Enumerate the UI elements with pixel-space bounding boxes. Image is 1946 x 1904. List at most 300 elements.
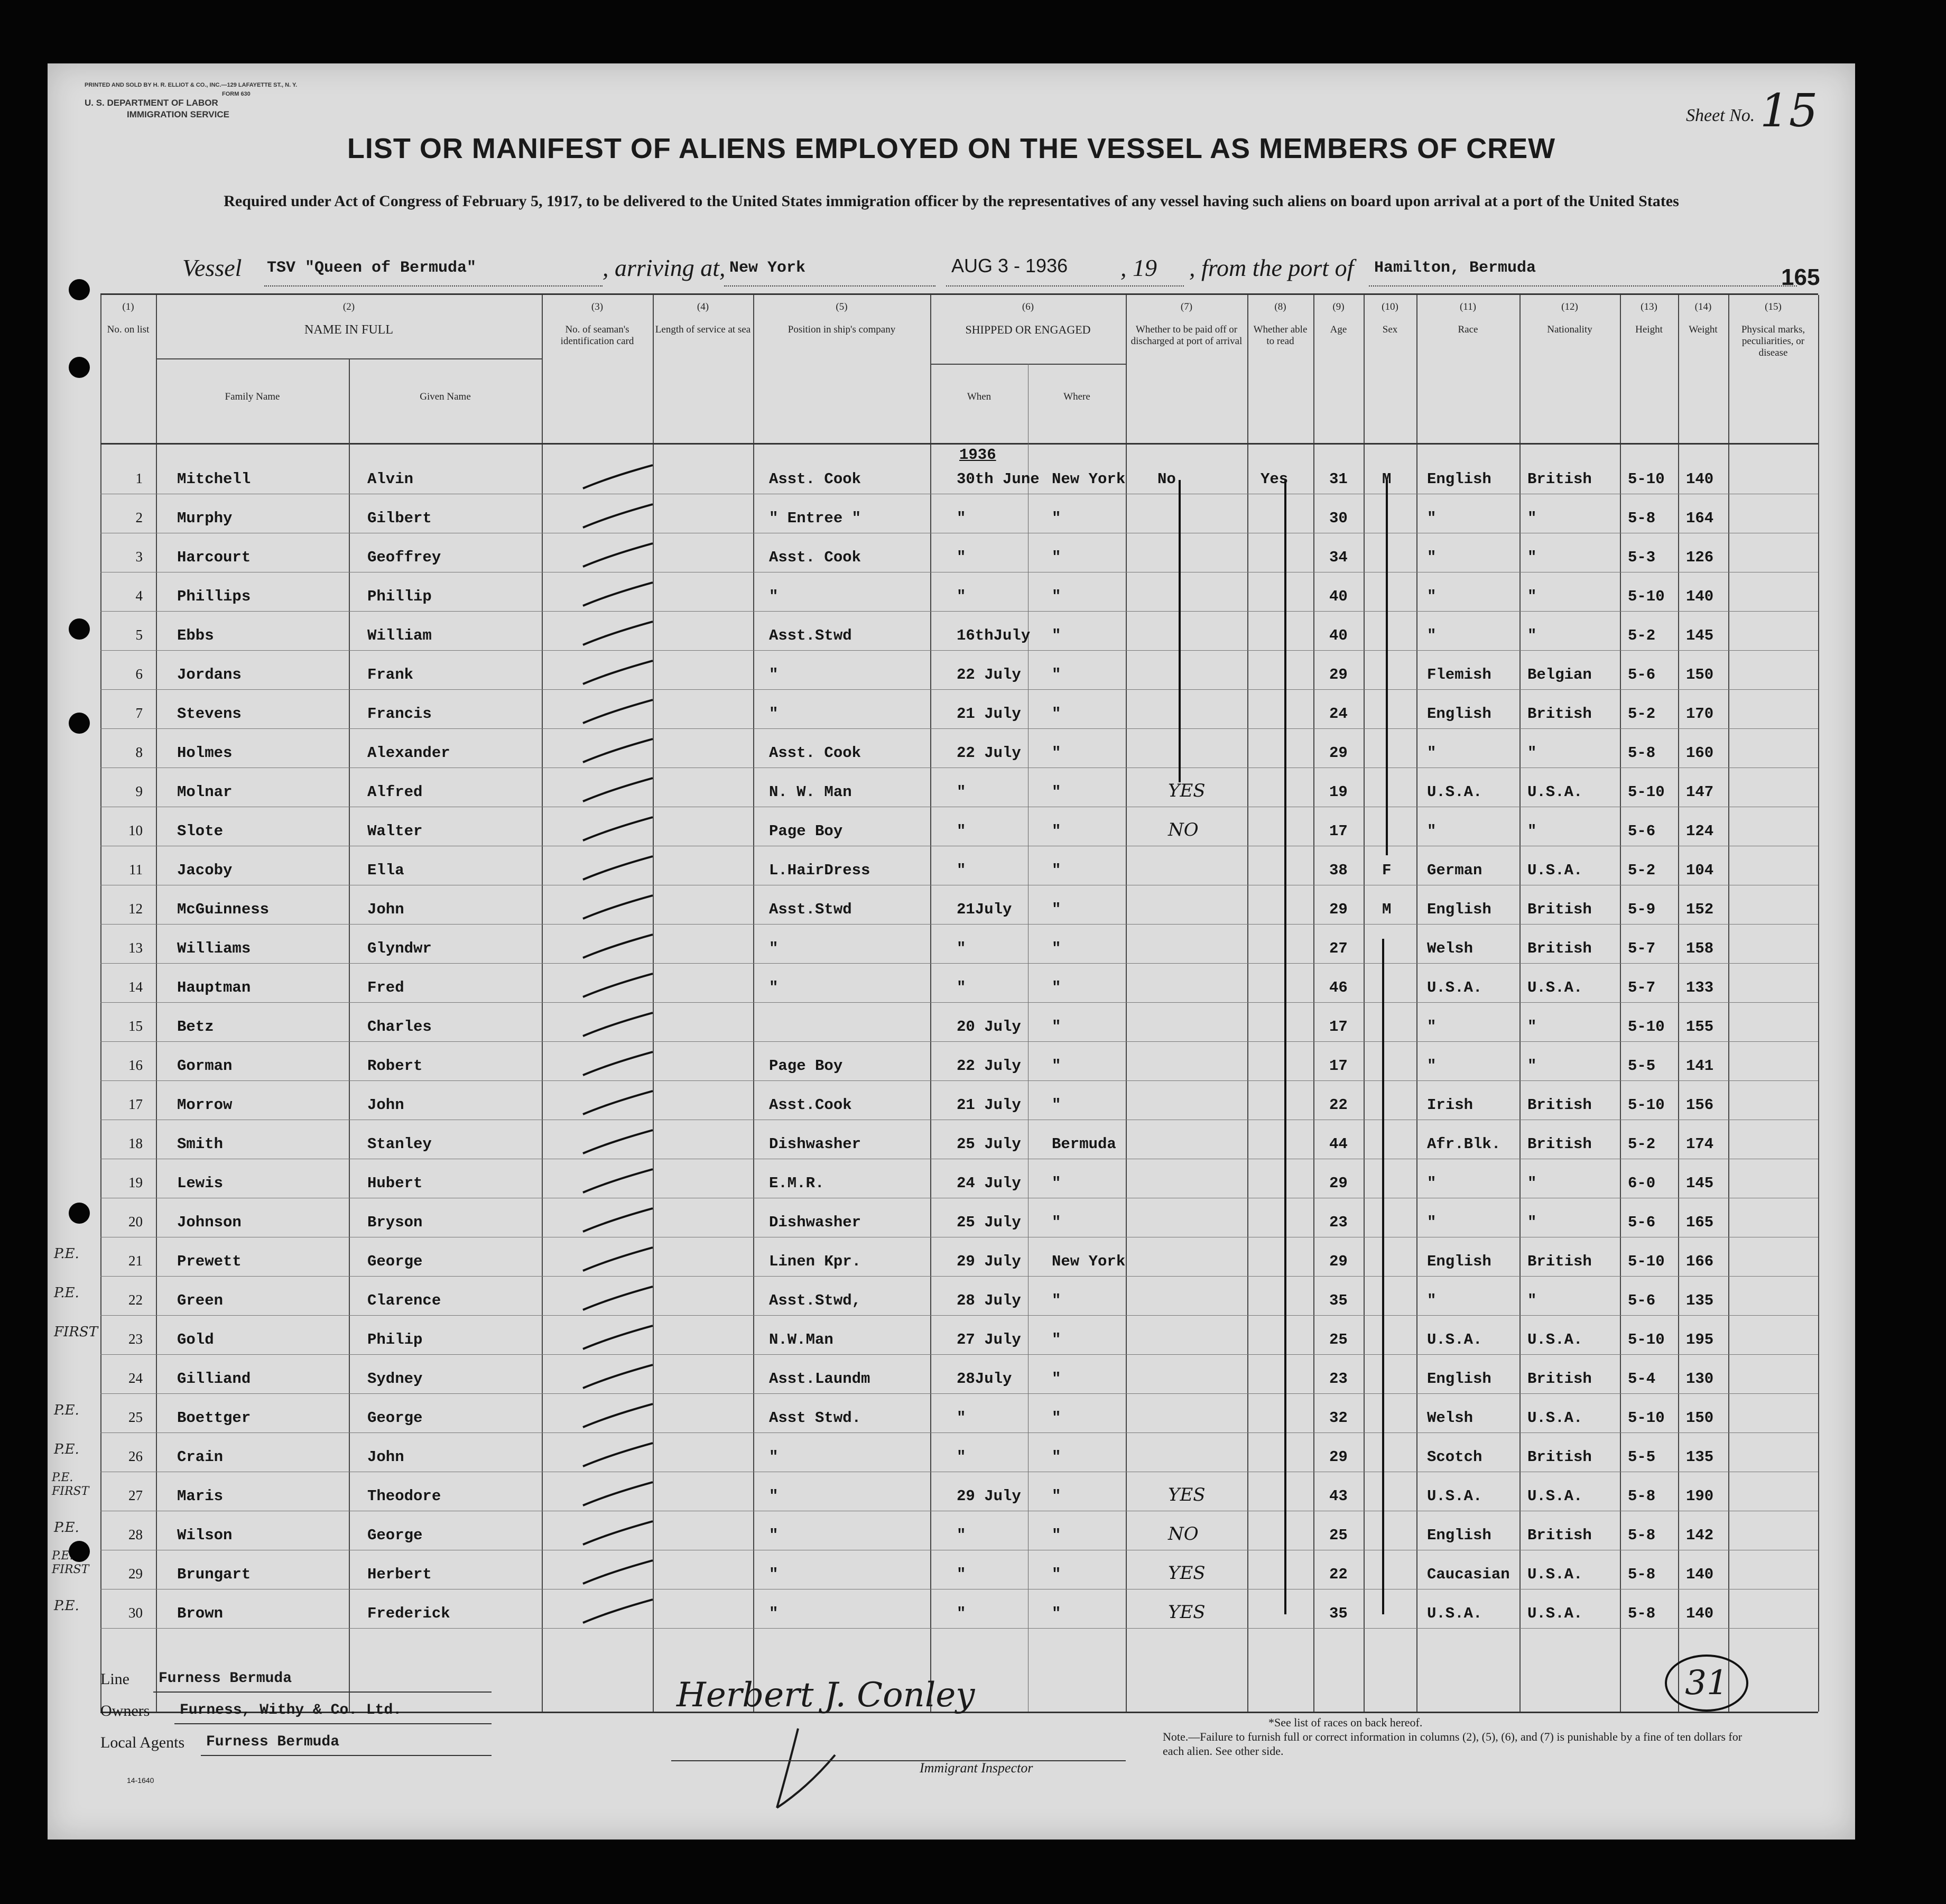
subheader-where: Where [1063,391,1090,402]
race: English [1427,1527,1491,1544]
shipped-where: " [1052,1331,1061,1348]
able-to-read: Yes [1261,470,1289,488]
height: 5-10 [1628,1018,1665,1036]
age: 30 [1329,510,1348,527]
column-number: (13) [1641,301,1657,312]
year-note: 1936 [959,446,996,464]
shipped-when: 21July [957,901,1012,918]
paid-off: NO [1168,1523,1199,1545]
family-name: Williams [177,940,251,957]
height: 5-7 [1628,940,1656,957]
family-name: Gilliand [177,1370,251,1388]
weight: 104 [1686,862,1714,879]
signature-flourish [766,1723,904,1818]
column-header-c2: NAME IN FULL [304,323,393,337]
shipped-when: 29 July [957,1253,1021,1270]
inspector-label: Immigrant Inspector [920,1760,1033,1776]
shipped-when: " [957,1409,966,1427]
shipped-when: " [957,822,966,840]
race: " [1427,1018,1437,1036]
column-number: (5) [836,301,848,312]
shipped-when: " [957,510,966,527]
position: " [769,979,779,996]
note-races: *See list of races on back hereof. [1268,1716,1423,1729]
shipped-when: " [957,1527,966,1544]
weight: 145 [1686,627,1714,644]
race: English [1427,470,1491,488]
shipped-when: " [957,1566,966,1583]
row-number: 25 [128,1409,143,1425]
race: English [1427,1370,1491,1388]
margin-note: P.E. FIRST [52,1471,89,1498]
shipped-where: " [1052,979,1061,996]
age: 24 [1329,705,1348,723]
shipped-where: " [1052,1409,1061,1427]
sex: M [1382,470,1392,488]
age: 35 [1329,1605,1348,1622]
check-mark-icon [579,696,658,727]
column-number: (6) [1022,301,1034,312]
weight: 141 [1686,1057,1714,1075]
shipped-when: 16thJuly [957,627,1031,644]
nationality: " [1527,744,1537,762]
table-row [100,928,1818,967]
age: 17 [1329,1057,1348,1075]
position: Asst.Laundm [769,1370,870,1388]
nationality: British [1527,901,1592,918]
table-row [100,1593,1818,1632]
check-mark-icon [579,969,658,1001]
column-number: (3) [591,301,604,312]
race: English [1427,901,1491,918]
family-name: Stevens [177,705,242,723]
shipped-where: " [1052,822,1061,840]
nationality: British [1527,940,1592,957]
owners-value: Furness, Withy & Co. Ltd. [180,1702,402,1718]
shipped-when: " [957,862,966,879]
height: 5-9 [1628,901,1656,918]
height: 5-2 [1628,862,1656,879]
family-name: Jordans [177,666,242,683]
page-subtitle: Required under Act of Congress of February 5, 1917, to be delivered to the United States immigration officer by the representatives of any vessel having such aliens on board upon arrival at a port of the United States [224,192,1679,210]
shipped-when: 22 July [957,1057,1021,1075]
race: " [1427,510,1437,527]
row-number: 14 [128,979,143,995]
check-mark-icon [579,461,658,493]
column-header-c12: Nationality [1547,324,1592,335]
family-name: Hauptman [177,979,251,996]
shipped-when: 20 July [957,1018,1021,1036]
race: " [1427,549,1437,566]
shipped-where: " [1052,1175,1061,1192]
given-name: John [367,1096,404,1114]
age: 22 [1329,1566,1348,1583]
height: 5-10 [1628,1096,1665,1114]
column-divider [1818,295,1819,1712]
row-number: 15 [128,1018,143,1034]
table-row [100,889,1818,928]
from-port-label: , from the port of [1189,254,1354,281]
age: 34 [1329,549,1348,566]
age: 29 [1329,744,1348,762]
age: 25 [1329,1331,1348,1348]
weight: 166 [1686,1253,1714,1270]
vessel-line [48,249,1855,292]
nationality: " [1527,822,1537,840]
family-name: Brown [177,1605,224,1622]
height: 5-8 [1628,510,1656,527]
race: " [1427,1175,1437,1192]
position: Dishwasher [769,1135,861,1153]
age: 29 [1329,1448,1348,1466]
table-row [100,1319,1818,1358]
position: Asst. Cook [769,470,861,488]
check-mark-icon [579,1400,658,1431]
height: 5-10 [1628,470,1665,488]
position: " [769,1527,779,1544]
row-number: 23 [128,1331,143,1347]
race: Scotch [1427,1448,1482,1466]
row-number: 29 [128,1566,143,1582]
check-mark-icon [579,1361,658,1392]
given-name: Herbert [367,1566,432,1583]
check-mark-icon [579,774,658,806]
nationality: British [1527,1096,1592,1114]
paid-off: YES [1168,1563,1206,1584]
table-row [100,850,1818,889]
check-mark-icon [579,1321,658,1353]
paid-off: NO [1168,819,1199,840]
row-number: 18 [128,1135,143,1151]
table-row [100,1358,1818,1398]
race: English [1427,1253,1491,1270]
family-name: Green [177,1292,224,1309]
shipped-where: " [1052,1566,1061,1583]
race: U.S.A. [1427,1487,1482,1505]
weight: 145 [1686,1175,1714,1192]
race: " [1427,627,1437,644]
arrival-port: New York [729,259,806,277]
line-value: Furness Bermuda [159,1670,292,1687]
paid-off: YES [1168,1484,1206,1505]
column-header-c14: Weight [1689,324,1718,335]
race: Afr.Blk. [1427,1135,1501,1153]
weight: 135 [1686,1292,1714,1309]
family-name: Wilson [177,1527,233,1544]
race: " [1427,1057,1437,1075]
nationality: British [1527,1370,1592,1388]
weight: 156 [1686,1096,1714,1114]
nationality: British [1527,470,1592,488]
weight: 126 [1686,549,1714,566]
race: U.S.A. [1427,783,1482,801]
shipped-where: " [1052,1370,1061,1388]
subheader-family-name: Family Name [225,391,280,402]
nationality: U.S.A. [1527,1605,1583,1622]
height: 5-6 [1628,1292,1656,1309]
position: Asst.Stwd [769,901,852,918]
paid-off: YES [1168,1602,1206,1623]
age: 31 [1329,470,1348,488]
age: 35 [1329,1292,1348,1309]
shipped-where: Bermuda [1052,1135,1116,1153]
age: 22 [1329,1096,1348,1114]
margin-note: P.E. [54,1246,79,1262]
column-header-c10: Sex [1382,324,1398,335]
row-number: 10 [128,822,143,838]
family-name: Phillips [177,588,251,605]
shipped-when: 25 July [957,1135,1021,1153]
shipped-when: 22 July [957,744,1021,762]
race: U.S.A. [1427,1331,1482,1348]
race: " [1427,744,1437,762]
shipped-when: 29 July [957,1487,1021,1505]
nationality: British [1527,1253,1592,1270]
column-header-c13: Height [1635,324,1663,335]
binder-hole [69,1203,90,1224]
weight: 170 [1686,705,1714,723]
height: 5-3 [1628,549,1656,566]
shipped-where: " [1052,862,1061,879]
given-name: Sydney [367,1370,423,1388]
family-name: Gorman [177,1057,233,1075]
vessel-name: TSV "Queen of Bermuda" [267,259,477,277]
nationality: " [1527,1018,1537,1036]
height: 5-8 [1628,1605,1656,1622]
sex: F [1382,862,1392,879]
given-name: Gilbert [367,510,432,527]
age: 46 [1329,979,1348,996]
check-mark-icon [579,1126,658,1158]
given-name: Bryson [367,1214,423,1231]
check-mark-icon [579,891,658,923]
position: N. W. Man [769,783,852,801]
race: Welsh [1427,940,1474,957]
family-name: Morrow [177,1096,233,1114]
family-name: Lewis [177,1175,224,1192]
check-mark-icon [579,500,658,532]
given-name: George [367,1253,423,1270]
column-header-c4: Length of service at sea [655,324,751,335]
age: 17 [1329,822,1348,840]
shipped-when: 25 July [957,1214,1021,1231]
weight: 140 [1686,588,1714,605]
given-name: Geoffrey [367,549,441,566]
row-number: 4 [135,588,143,604]
table-row [100,654,1818,694]
given-name: Frank [367,666,414,683]
shipped-where: New York [1052,470,1126,488]
manifest-sheet [48,63,1855,1840]
age: 29 [1329,1175,1348,1192]
table-row [100,537,1818,576]
subheader-when: When [967,391,991,402]
race: " [1427,588,1437,605]
column-header-c1: No. on list [107,324,150,335]
height: 5-7 [1628,979,1656,996]
age: 38 [1329,862,1348,879]
row-number: 27 [128,1487,143,1503]
nationality: " [1527,549,1537,566]
sheet-label: Sheet No. [1686,106,1755,125]
given-name: Hubert [367,1175,423,1192]
age: 32 [1329,1409,1348,1427]
position: " [769,940,779,957]
family-name: Holmes [177,744,233,762]
crew-table [100,293,1818,1713]
row-number: 28 [128,1527,143,1542]
given-name: Ella [367,862,404,879]
age: 17 [1329,1018,1348,1036]
check-mark-icon [579,813,658,845]
column-header-c5: Position in ship's company [787,324,896,335]
height: 5-2 [1628,627,1656,644]
height: 5-10 [1628,1253,1665,1270]
shipped-where: " [1052,1292,1061,1309]
page-title: LIST OR MANIFEST OF ALIENS EMPLOYED ON THE VESSEL AS MEMBERS OF CREW [347,133,1556,164]
height: 5-8 [1628,1527,1656,1544]
given-name: Alvin [367,470,414,488]
race: " [1427,822,1437,840]
position: " [769,1566,779,1583]
column-header-c11: Race [1458,324,1478,335]
shipped-when: 21 July [957,1096,1021,1114]
race: U.S.A. [1427,979,1482,996]
table-row [100,1437,1818,1476]
given-name: Frederick [367,1605,450,1622]
family-name: Betz [177,1018,214,1036]
given-name: Philip [367,1331,423,1348]
age: 23 [1329,1370,1348,1388]
height: 5-2 [1628,705,1656,723]
check-mark-icon [579,735,658,766]
given-name: Alfred [367,783,423,801]
given-name: George [367,1409,423,1427]
position: " [769,1487,779,1505]
column-number: (10) [1382,301,1398,312]
check-mark-icon [579,657,658,688]
age: 29 [1329,901,1348,918]
nationality: Belgian [1527,666,1592,683]
ditto-stroke [1179,480,1181,782]
shipped-where: " [1052,1527,1061,1544]
weight: 174 [1686,1135,1714,1153]
from-port: Hamilton, Bermuda [1374,259,1536,277]
row-number: 24 [128,1370,143,1386]
table-row [100,1241,1818,1280]
margin-note: P.E. FIRST [52,1549,89,1576]
column-header-c8: Whether able to read [1253,324,1308,347]
family-name: Johnson [177,1214,242,1231]
nationality: U.S.A. [1527,862,1583,879]
nationality: " [1527,588,1537,605]
family-name: Molnar [177,783,233,801]
column-header-c6: SHIPPED OR ENGAGED [965,323,1091,336]
table-row [100,1280,1818,1319]
weight: 147 [1686,783,1714,801]
nationality: British [1527,1448,1592,1466]
shipped-when: 28 July [957,1292,1021,1309]
binder-hole [69,618,90,640]
weight: 195 [1686,1331,1714,1348]
row-number: 20 [128,1214,143,1230]
family-name: Maris [177,1487,224,1505]
weight: 124 [1686,822,1714,840]
weight: 150 [1686,666,1714,683]
nationality: U.S.A. [1527,1566,1583,1583]
shipped-where: " [1052,1487,1061,1505]
weight: 158 [1686,940,1714,957]
margin-note: P.E. [54,1520,79,1536]
weight: 160 [1686,744,1714,762]
shipped-when: 28July [957,1370,1012,1388]
position: Linen Kpr. [769,1253,861,1270]
check-mark-icon [579,617,658,649]
row-number: 1 [135,470,143,486]
given-name: John [367,901,404,918]
family-name: Harcourt [177,549,251,566]
position: " [769,666,779,683]
agents-value: Furness Bermuda [206,1734,340,1750]
column-number: (8) [1274,301,1286,312]
race: U.S.A. [1427,1605,1482,1622]
height: 5-10 [1628,588,1665,605]
weight: 140 [1686,1605,1714,1622]
binder-hole [69,357,90,378]
table-row [100,694,1818,733]
table-row [100,1163,1818,1202]
given-name: Charles [367,1018,432,1036]
shipped-when: 22 July [957,666,1021,683]
height: 5-10 [1628,783,1665,801]
age: 43 [1329,1487,1348,1505]
position: " [769,1448,779,1466]
shipped-when: " [957,979,966,996]
circled-total: 31 [1665,1655,1748,1712]
table-row [100,811,1818,850]
shipped-when: 21 July [957,705,1021,723]
age: 23 [1329,1214,1348,1231]
shipped-when: 30th June [957,470,1040,488]
family-name: Slote [177,822,224,840]
margin-note: P.E. [54,1598,79,1614]
shipped-where: " [1052,510,1061,527]
margin-note: P.E. [54,1441,79,1457]
column-number: (11) [1460,301,1476,312]
shipped-where: " [1052,940,1061,957]
nationality: " [1527,1175,1537,1192]
table-row [100,1476,1818,1515]
height: 5-6 [1628,822,1656,840]
given-name: Alexander [367,744,450,762]
header-bottom-rule [100,443,1818,445]
check-mark-icon [579,578,658,610]
ditto-stroke [1382,939,1384,1614]
table-row [100,1085,1818,1124]
height: 6-0 [1628,1175,1656,1192]
given-name: George [367,1527,423,1544]
check-mark-icon [579,852,658,884]
age: 25 [1329,1527,1348,1544]
height: 5-8 [1628,1566,1656,1583]
row-number: 26 [128,1448,143,1464]
column-number: (1) [122,301,134,312]
owners-label: Owners [100,1702,150,1720]
row-number: 19 [128,1175,143,1190]
table-row [100,498,1818,537]
page-total: 165 [1781,264,1820,290]
row-number: 17 [128,1096,143,1112]
